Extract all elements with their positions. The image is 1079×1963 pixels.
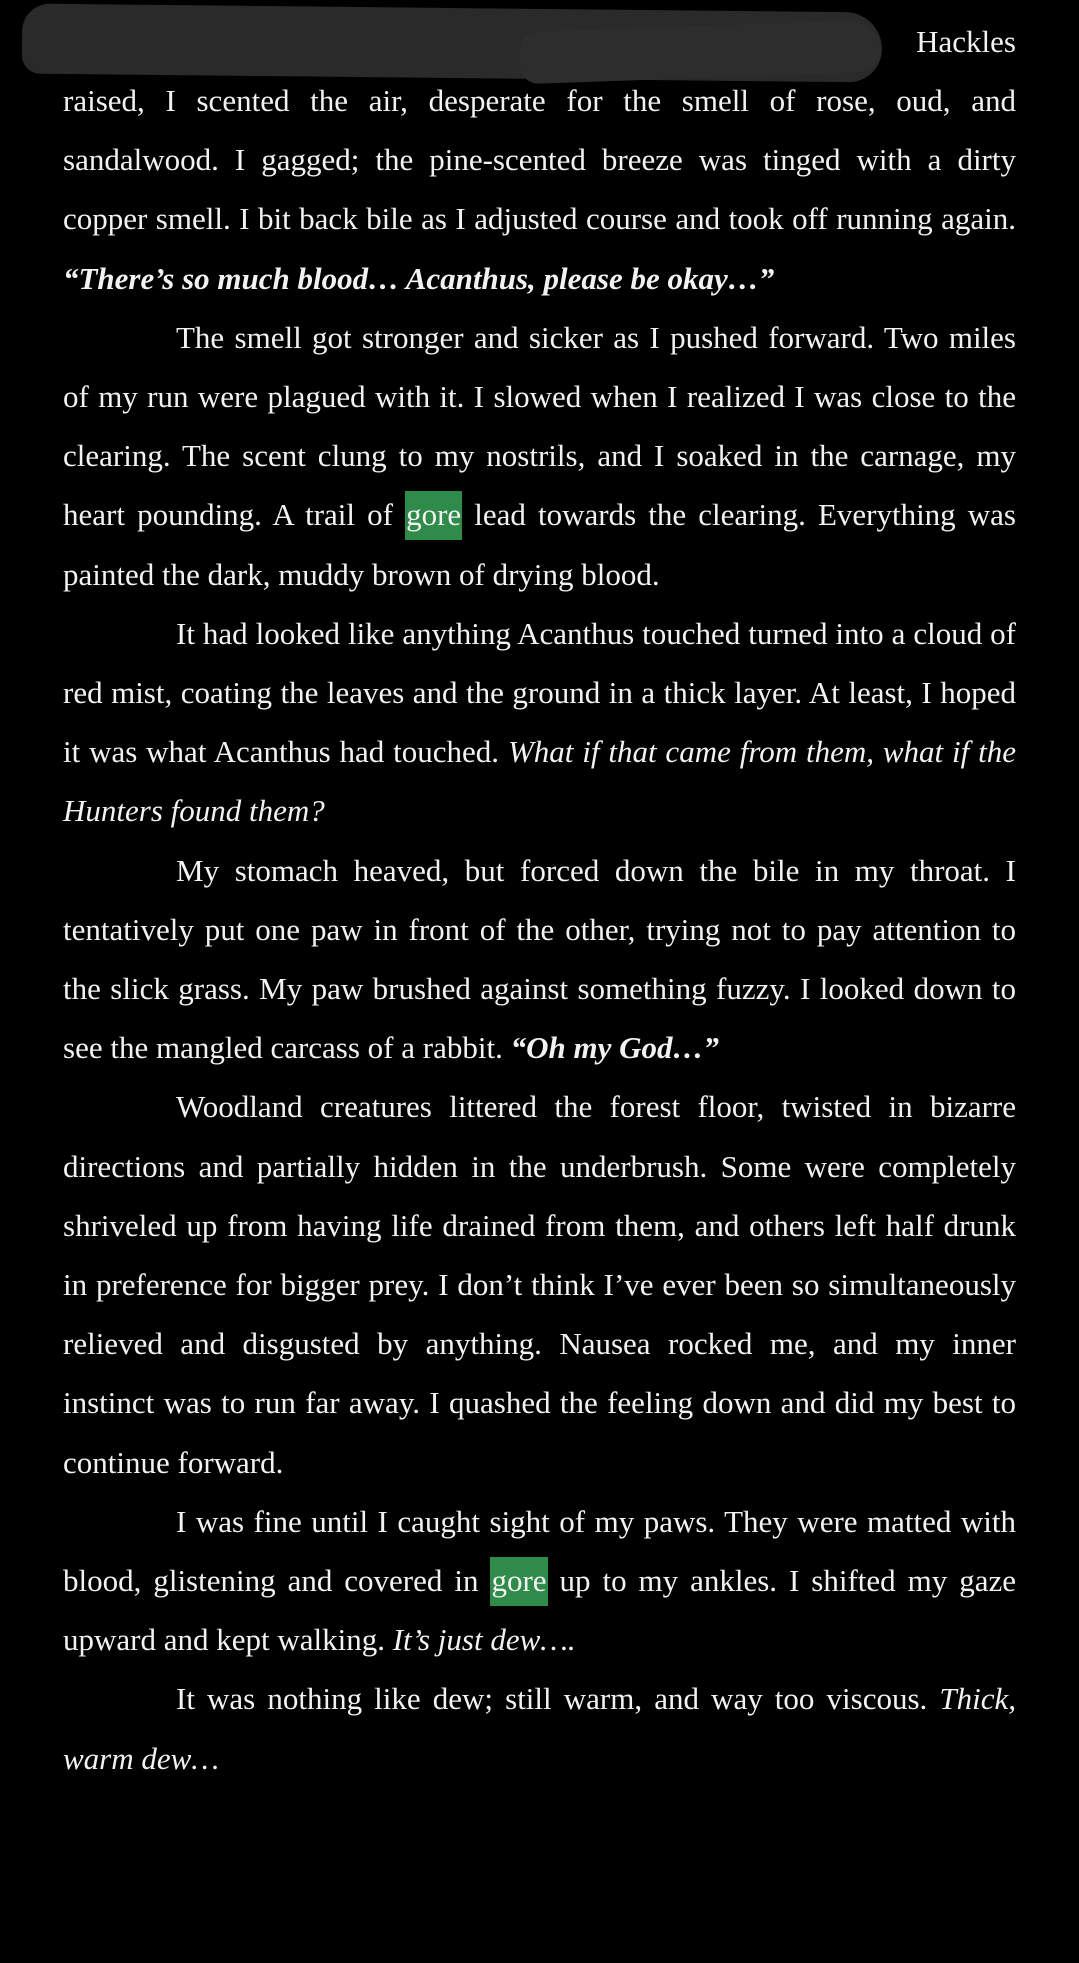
search-highlight[interactable]: gore <box>405 491 462 540</box>
search-highlight[interactable]: gore <box>490 1557 547 1606</box>
paragraph-2-text-a: The smell got stronger and sicker as I pushed forward. Two miles of my run were plagued with it. I slowed when I realized I was close to the clearing. The scent clung to my nostrils, and I soaked in the carnage, my heart pounding. A trail of <box>63 319 1016 533</box>
document-page <box>63 12 1016 1788</box>
paragraph-6-thought: It’s just dew…. <box>392 1622 576 1658</box>
paragraph-2-text-b: lead towards the clearing. Everything was painted the dark, muddy brown of drying blood. <box>63 497 1017 592</box>
paragraph-4-dialogue: “Oh my God…” <box>510 1030 719 1066</box>
paragraph-6-text-b: up to my ankles. I shifted my gaze upward and kept walking. <box>63 1563 1016 1658</box>
paragraph-6-text-a: I was fine until I caught sight of my paws. They were matted with blood, glistening and covered in <box>63 1503 1016 1599</box>
paragraph-5 <box>63 1077 1016 1491</box>
paragraph-7-text: It was nothing like dew; still warm, and way too viscous. <box>176 1681 940 1717</box>
paragraph-7-thought: Thick, warm dew… <box>63 1681 1016 1776</box>
paragraph-1 <box>63 71 1016 308</box>
paragraph-1-dialogue: “There’s so much blood… Acanthus, please be okay…” <box>63 260 775 296</box>
paragraph-1-text: raised, I scented the air, desperate for the smell of rose, oud, and sandalwood. I gagged; the pine-scented breeze was tinged with a dirty copper smell. I bit back bile as I adjusted course and took off running again. <box>63 83 1016 237</box>
paragraph-3-thought: What if that came from them, what if the Hunters found them? <box>63 734 1016 829</box>
paragraph-4-text: My stomach heaved, but forced down the bile in my throat. I tentatively put one paw in front of the other, trying not to pay attention to the slick grass. My paw brushed against something fuzzy. I looked down to see the mangled carcass of a rabbit. <box>63 852 1016 1066</box>
paragraph-6 <box>63 1492 1016 1670</box>
visible-word: Hackles <box>916 24 1016 59</box>
paragraph-3-text: It had looked like anything Acanthus touched turned into a cloud of red mist, coating the leaves and the ground in a thick layer. At least, I hoped it was what Acanthus had touched. <box>63 615 1016 770</box>
paragraph-4 <box>63 841 1016 1078</box>
partially-redacted-line <box>63 12 1016 71</box>
paragraph-2 <box>63 308 1016 604</box>
paragraph-5-text: Woodland creatures littered the forest floor, twisted in bizarre directions and partially hidden in the underbrush. Some were completely shriveled up from having life drained from them, and others left half drunk in preference for bigger prey. I don’t think I’ve ever been so simultaneously relieved and disgusted by anything. Nausea rocked me, and my inner instinct was to run far away. I quashed the feeling down and did my best to continue forward. <box>63 1089 1016 1480</box>
paragraph-7 <box>63 1669 1016 1787</box>
paragraph-3 <box>63 604 1016 841</box>
